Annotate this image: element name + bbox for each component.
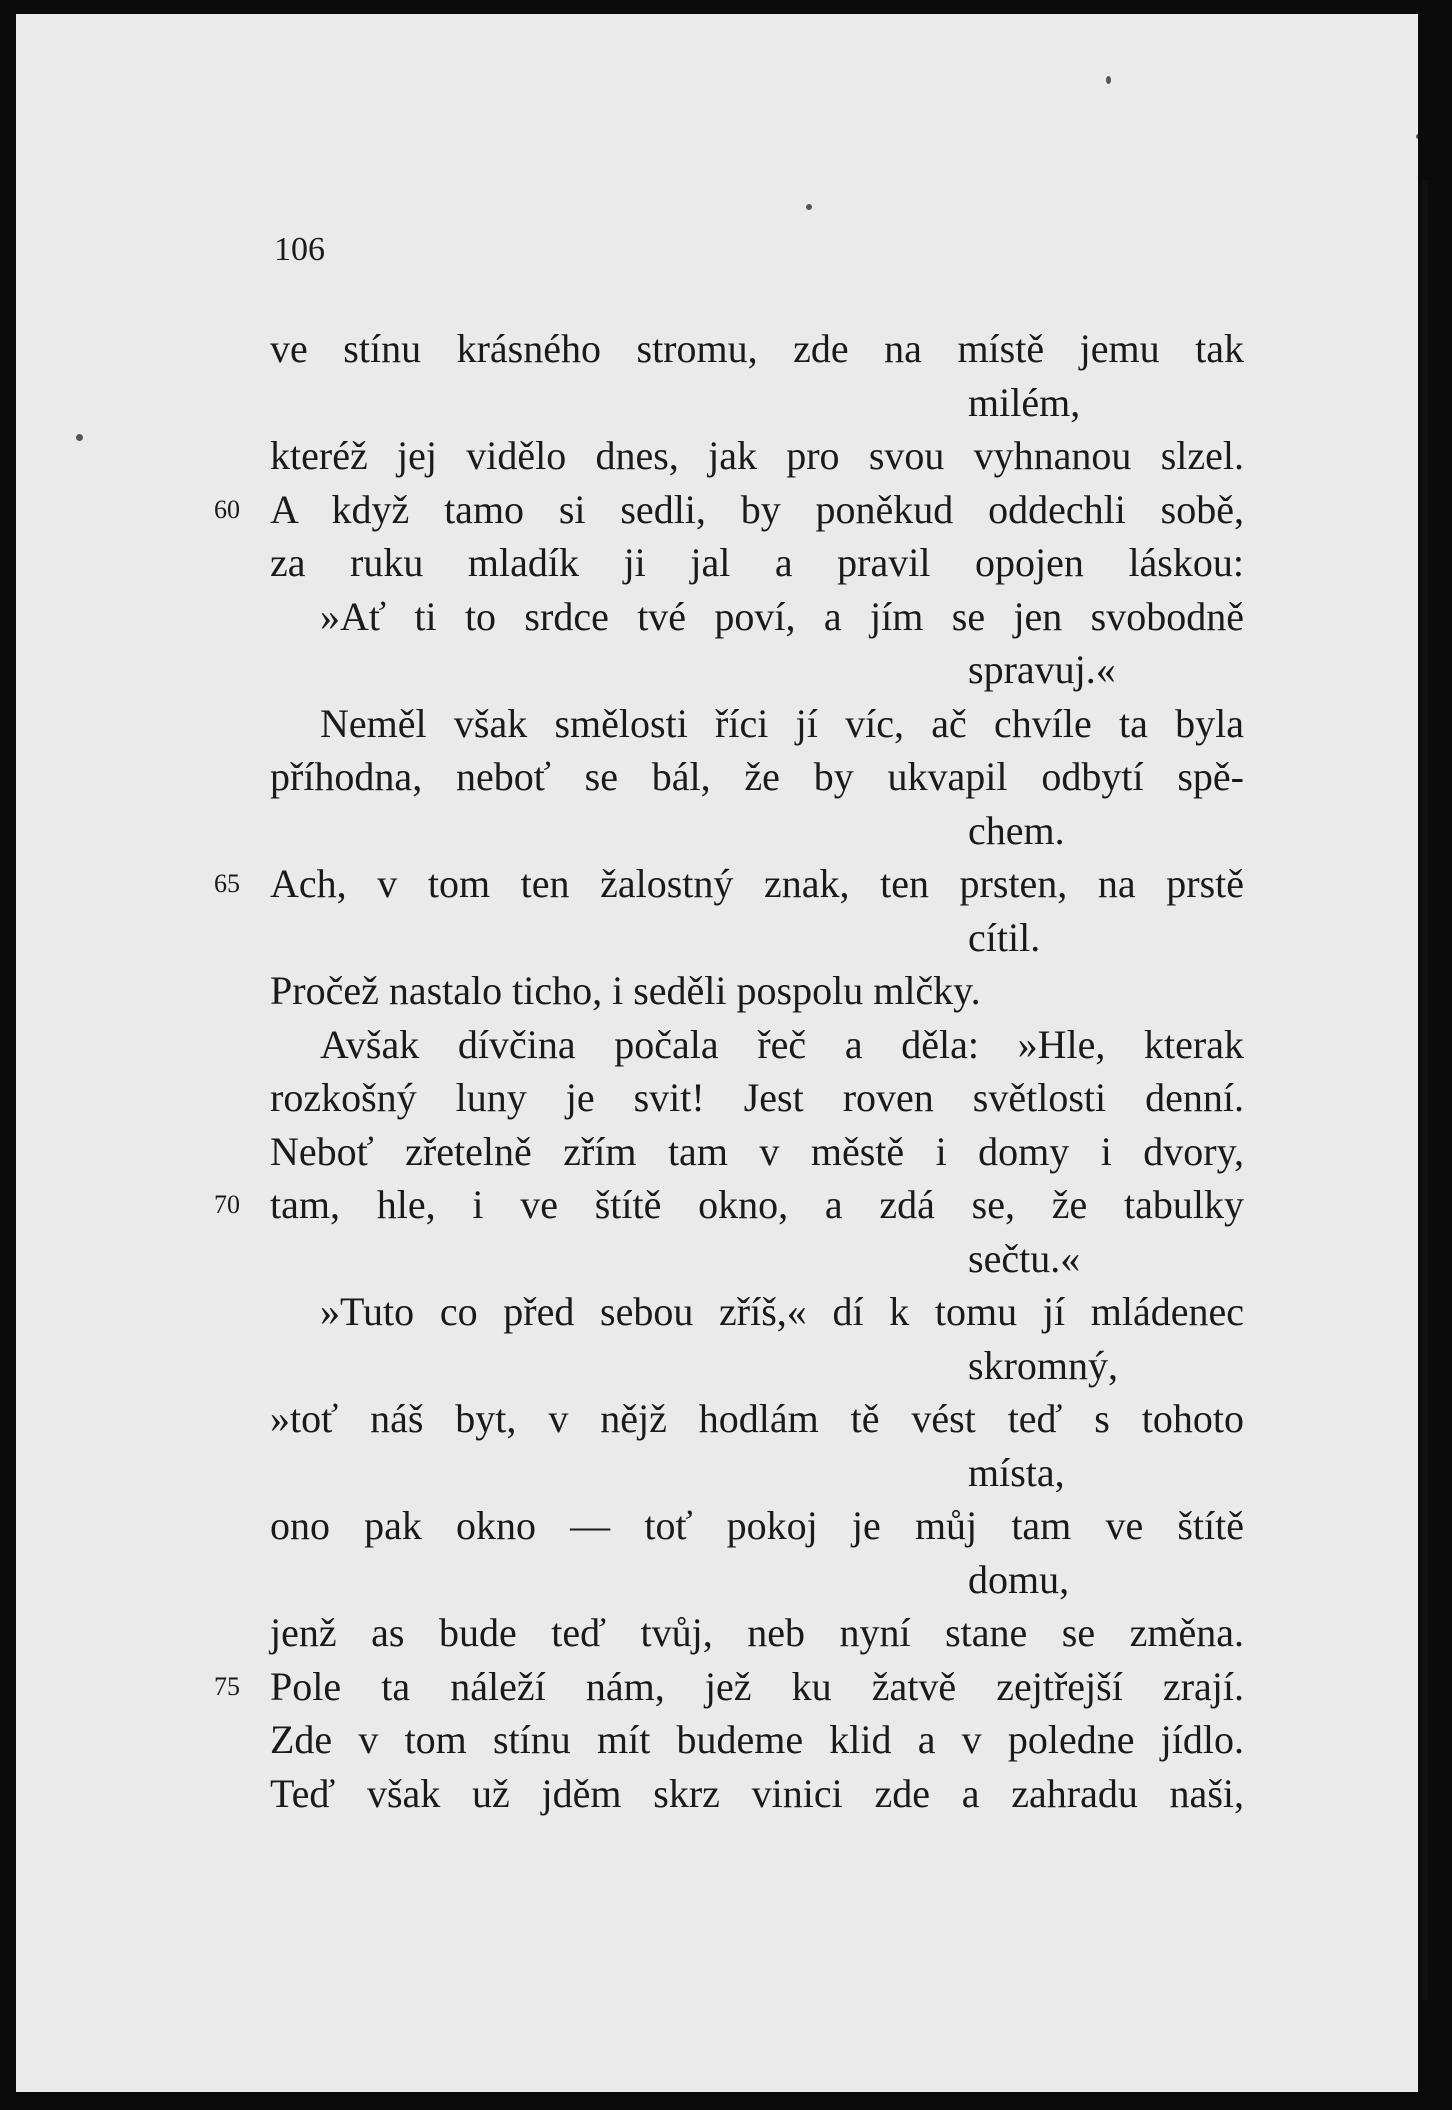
verse-line: »Ať ti to srdce tvé poví, a jím se jen svobodně: [320, 594, 1244, 639]
verse-line: kteréž jej vidělo dnes, jak pro svou vyhnanou slzel.: [270, 433, 1244, 478]
page-number: 106: [274, 231, 325, 268]
verse-line-continuation: domu,: [968, 1557, 1070, 1602]
verse-line: Avšak dívčina počala řeč a děla: »Hle, kterak: [320, 1022, 1244, 1067]
verse-line: za ruku mladík ji jal a pravil opojen láskou:: [270, 540, 1244, 585]
verse-line: příhodna, neboť se bál, že by ukvapil odbytí spě-: [270, 754, 1244, 799]
verse-text: [16, 14, 1426, 2092]
page-edge-line: [1422, 180, 1428, 2000]
verse-line: A když tamo si sedli, by poněkud oddechli sobě,: [270, 487, 1244, 532]
verse-line: Pročež nastalo ticho, i seděli pospolu mlčky.: [270, 968, 981, 1013]
verse-line-number: 60: [214, 495, 240, 524]
verse-line: Neměl však smělosti říci jí víc, ač chvíle ta byla: [320, 701, 1244, 746]
verse-line-number: 70: [214, 1190, 240, 1219]
verse-line-continuation: místa,: [968, 1450, 1065, 1495]
ink-speck: [806, 204, 812, 210]
verse-line-number: 75: [214, 1672, 240, 1701]
book-page: [16, 14, 1426, 2092]
verse-line-continuation: skromný,: [968, 1343, 1118, 1388]
ink-speck: [76, 434, 83, 441]
verse-line: »Tuto co před sebou zříš,« dí k tomu jí mládenec: [320, 1289, 1244, 1334]
verse-line: Pole ta náleží nám, jež ku žatvě zejtřejší zrají.: [270, 1664, 1244, 1709]
verse-line-continuation: chem.: [968, 808, 1065, 853]
verse-line: tam, hle, i ve štítě okno, a zdá se, že tabulky: [270, 1182, 1244, 1227]
verse-line-continuation: cítil.: [968, 915, 1041, 960]
verse-line: ve stínu krásného stromu, zde na místě jemu tak: [270, 326, 1244, 371]
verse-line: Neboť zřetelně zřím tam v městě i domy i dvory,: [270, 1129, 1244, 1174]
verse-line: rozkošný luny je svit! Jest roven světlosti denní.: [270, 1075, 1244, 1120]
verse-line: Teď však už jděm skrz vinici zde a zahradu naši,: [270, 1771, 1244, 1816]
verse-line: »toť náš byt, v nějž hodlám tě vést teď s tohoto: [270, 1396, 1244, 1441]
verse-line: Zde v tom stínu mít budeme klid a v poledne jídlo.: [270, 1717, 1244, 1762]
verse-line: ono pak okno — toť pokoj je můj tam ve štítě: [270, 1503, 1244, 1548]
verse-line-continuation: spravuj.«: [968, 647, 1116, 692]
verse-line-continuation: milém,: [968, 380, 1081, 425]
verse-line-continuation: sečtu.«: [968, 1236, 1081, 1281]
verse-line-number: 65: [214, 869, 240, 898]
ink-speck: [1106, 76, 1111, 84]
verse-line: jenž as bude teď tvůj, neb nyní stane se změna.: [270, 1610, 1244, 1655]
verse-line: Ach, v tom ten žalostný znak, ten prsten, na prstě: [270, 861, 1244, 906]
